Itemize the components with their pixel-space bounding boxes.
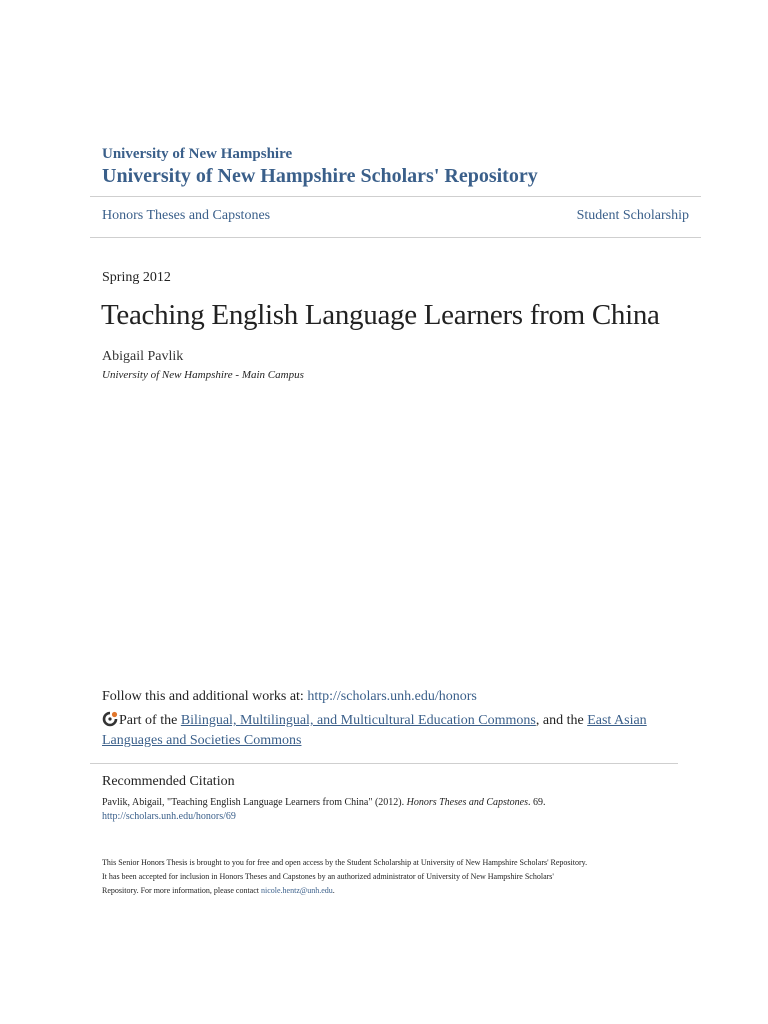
repository-link[interactable]: University of New Hampshire Scholars' Repository bbox=[102, 165, 538, 187]
citation-url-link[interactable]: http://scholars.unh.edu/honors/69 bbox=[102, 811, 236, 822]
part-of-prefix: Part of the bbox=[119, 713, 181, 728]
document-title: Teaching English Language Learners from China bbox=[101, 299, 660, 331]
honors-theses-link[interactable]: Honors Theses and Capstones bbox=[102, 208, 271, 223]
footer-line-1: This Senior Honors Thesis is brought to you for free and open access by the Student Scholarship at University of New Hampshire Scholars' Repository. bbox=[102, 858, 588, 867]
follow-line bbox=[102, 689, 477, 705]
footer-notice bbox=[102, 856, 672, 898]
footer-line-3 bbox=[102, 884, 672, 898]
citation-text bbox=[102, 796, 702, 810]
section-divider bbox=[90, 763, 678, 764]
author-name: Abigail Pavlik bbox=[102, 349, 184, 364]
nav-bar bbox=[90, 196, 701, 238]
citation-series: Honors Theses and Capstones bbox=[406, 797, 529, 808]
publication-date: Spring 2012 bbox=[102, 270, 171, 285]
student-scholarship-link[interactable]: Student Scholarship bbox=[576, 208, 689, 223]
part-of-line bbox=[102, 711, 672, 751]
citation-heading: Recommended Citation bbox=[102, 774, 235, 789]
follow-url-link[interactable]: http://scholars.unh.edu/honors bbox=[307, 689, 477, 704]
footer-line-3-suffix: . bbox=[332, 886, 335, 895]
citation-text-before: Pavlik, Abigail, "Teaching English Language Learners from China" (2012). bbox=[102, 797, 407, 808]
citation-block bbox=[102, 796, 702, 824]
footer-line-3-prefix: Repository. For more information, please contact bbox=[102, 886, 261, 895]
east-asian-commons-link[interactable]: East Asian Languages and Societies Commons bbox=[102, 713, 647, 748]
institution-link[interactable]: University of New Hampshire bbox=[102, 146, 293, 162]
citation-text-after: . 69. bbox=[528, 797, 546, 808]
author-affiliation: University of New Hampshire - Main Campus bbox=[102, 369, 304, 381]
footer-line-2: It has been accepted for inclusion in Honors Theses and Capstones by an authorized administrator of University of New Hampshire Scholars' bbox=[102, 872, 554, 881]
follow-prefix: Follow this and additional works at: bbox=[102, 689, 308, 704]
network-commons-icon bbox=[102, 711, 118, 727]
part-of-middle: , and the bbox=[535, 713, 588, 728]
bilingual-commons-link[interactable]: Bilingual, Multilingual, and Multicultural Education Commons bbox=[180, 713, 536, 728]
header bbox=[102, 145, 702, 188]
contact-email-link[interactable]: nicole.hentz@unh.edu bbox=[261, 886, 333, 895]
